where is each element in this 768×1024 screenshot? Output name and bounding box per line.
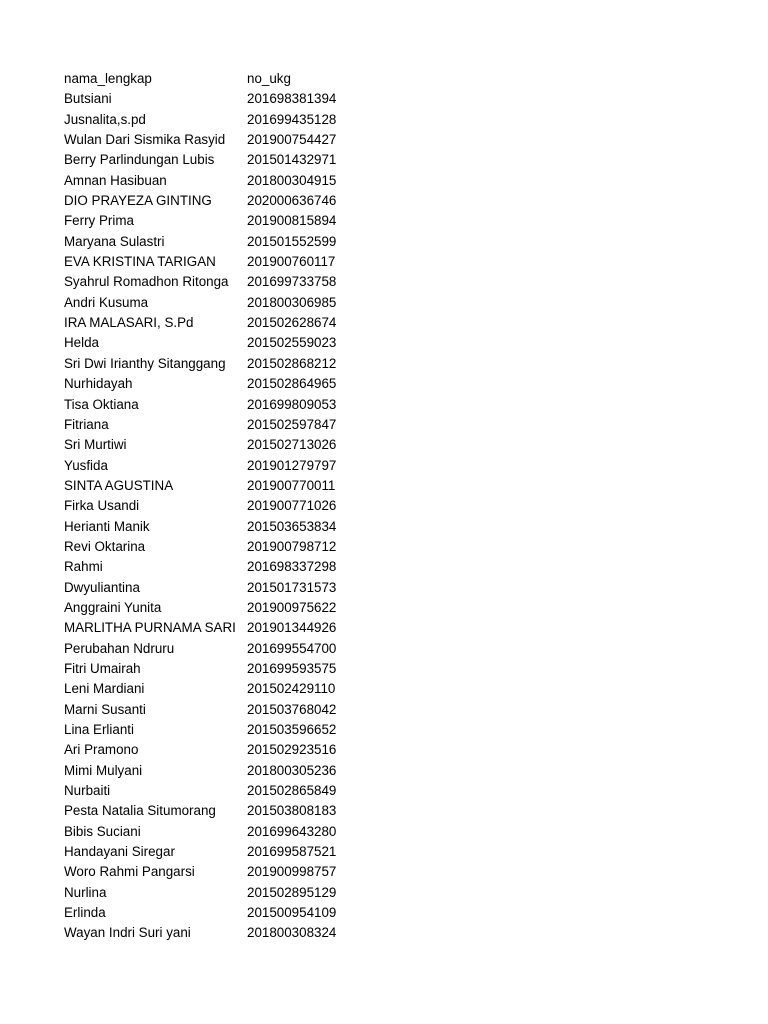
table-row [64,272,357,292]
table-row [64,89,357,109]
cell-nama-lengkap: Firka Usandi [64,498,140,514]
cell-nama-lengkap: Pesta Natalia Situmorang [64,803,216,819]
cell-nama-lengkap: Herianti Manik [64,518,150,534]
cell-nama-lengkap: Ari Pramono [64,742,139,758]
cell-no-ukg: 201698337298 [247,559,337,575]
cell-no-ukg: 201502628674 [247,315,337,331]
table-row [64,618,357,638]
cell-nama-lengkap: EVA KRISTINA TARIGAN [64,254,216,270]
table-row [64,639,357,659]
cell-nama-lengkap: Mimi Mulyani [64,762,143,778]
cell-nama-lengkap: Andri Kusuma [64,294,149,310]
cell-nama-lengkap: Sri Murtiwi [64,437,127,453]
table-row [64,740,357,760]
cell-no-ukg: 201699733758 [247,274,337,290]
cell-no-ukg: 201502895129 [247,884,337,900]
cell-no-ukg: 201501432971 [247,152,337,168]
table-row [64,191,357,211]
table-row [64,293,357,313]
cell-nama-lengkap: Jusnalita,s.pd [64,111,146,127]
table-row [64,720,357,740]
cell-no-ukg: 201698381394 [247,91,337,107]
cell-no-ukg: 201502868212 [247,355,337,371]
cell-nama-lengkap: Amnan Hasibuan [64,172,167,188]
cell-no-ukg: 201699435128 [247,111,337,127]
table-row [64,232,357,252]
table-row [64,496,357,516]
table-row [64,578,357,598]
cell-no-ukg: 201503596652 [247,722,337,737]
table-row [64,211,357,231]
cell-nama-lengkap: Sri Dwi Irianthy Sitanggang [64,355,226,371]
table-row [64,679,357,699]
cell-no-ukg: 201502923516 [247,742,337,758]
cell-nama-lengkap: Erlinda [64,905,106,921]
cell-nama-lengkap: MARLITHA PURNAMA SARI [64,620,236,636]
cell-no-ukg: 201900975622 [247,599,337,615]
cell-nama-lengkap: Revi Oktarina [64,538,146,554]
table-row [64,822,357,842]
table-row [64,374,357,394]
cell-nama-lengkap: Lina Erlianti [64,722,134,737]
cell-nama-lengkap: Marni Susanti [64,701,146,717]
table-row [64,110,357,130]
table-row [64,903,357,923]
cell-nama-lengkap: Maryana Sulastri [64,233,165,249]
table-row [64,659,357,679]
table-row [64,842,357,862]
cell-no-ukg: 201503808183 [247,803,337,819]
cell-no-ukg: 201699809053 [247,396,337,412]
cell-no-ukg: 201900771026 [247,498,337,514]
cell-nama-lengkap: Fitriana [64,416,109,432]
cell-no-ukg: 201699643280 [247,823,337,839]
table-body [64,89,357,943]
cell-nama-lengkap: Perubahan Ndruru [64,640,175,656]
table-row [64,395,357,415]
cell-no-ukg: 201502865849 [247,783,337,799]
table-row [64,456,357,476]
cell-no-ukg: 201502864965 [247,376,337,392]
cell-no-ukg: 201502713026 [247,437,337,453]
cell-no-ukg: 201800308324 [247,925,337,941]
cell-nama-lengkap: Wulan Dari Sismika Rasyid [64,132,226,148]
cell-no-ukg: 201502559023 [247,335,337,351]
header-nama-lengkap: nama_lengkap [64,71,152,86]
cell-no-ukg: 201901279797 [247,457,337,473]
cell-nama-lengkap: Butsiani [64,91,112,107]
table-row [64,476,357,496]
table-row [64,517,357,537]
cell-no-ukg: 201800306985 [247,294,337,310]
cell-no-ukg: 201900815894 [247,213,337,229]
cell-no-ukg: 201501552599 [247,233,337,249]
cell-no-ukg: 201500954109 [247,905,337,921]
cell-no-ukg: 201800305236 [247,762,337,778]
table-row [64,883,357,903]
table-row [64,354,357,374]
table-row [64,252,357,272]
cell-no-ukg: 201699593575 [247,660,337,676]
table-row [64,700,357,720]
cell-nama-lengkap: Yusfida [64,457,108,473]
table-row [64,150,357,170]
cell-no-ukg: 201502429110 [247,681,336,697]
cell-nama-lengkap: Ferry Prima [64,213,134,229]
cell-nama-lengkap: Wayan Indri Suri yani [64,925,191,941]
cell-nama-lengkap: Anggraini Yunita [64,599,162,615]
cell-no-ukg: 201900798712 [247,538,337,554]
cell-no-ukg: 201503653834 [247,518,337,534]
header-no-ukg: no_ukg [247,71,291,86]
cell-nama-lengkap: Rahmi [64,559,103,575]
cell-no-ukg: 201900770011 [247,477,336,493]
cell-no-ukg: 201503768042 [247,701,337,717]
cell-no-ukg: 201900760117 [247,254,336,270]
cell-no-ukg: 201900754427 [247,132,337,148]
data-table [64,69,357,944]
cell-nama-lengkap: Nurlina [64,884,107,900]
cell-nama-lengkap: Nurhidayah [64,376,133,392]
cell-nama-lengkap: SINTA AGUSTINA [64,477,174,493]
table-row [64,557,357,577]
cell-no-ukg: 201901344926 [247,620,337,636]
cell-nama-lengkap: Handayani Siregar [64,844,175,860]
cell-no-ukg: 201900998757 [247,864,337,880]
cell-nama-lengkap: Tisa Oktiana [64,396,139,412]
cell-nama-lengkap: Fitri Umairah [64,660,141,676]
table-row [64,333,357,353]
cell-nama-lengkap: IRA MALASARI, S.Pd [64,315,194,331]
cell-nama-lengkap: Nurbaiti [64,783,111,799]
cell-nama-lengkap: Syahrul Romadhon Ritonga [64,274,229,290]
table-row [64,781,357,801]
cell-nama-lengkap: Woro Rahmi Pangarsi [64,864,195,880]
table-row [64,923,357,943]
cell-no-ukg: 201800304915 [247,172,337,188]
cell-nama-lengkap: Bibis Suciani [64,823,141,839]
table-row [64,171,357,191]
cell-nama-lengkap: Berry Parlindungan Lubis [64,152,215,168]
cell-no-ukg: 201502597847 [247,416,337,432]
table-row [64,537,357,557]
cell-nama-lengkap: Helda [64,335,99,351]
table-row [64,415,357,435]
cell-no-ukg: 201501731573 [247,579,337,595]
table-row [64,598,357,618]
table-row [64,435,357,455]
table-row [64,313,357,333]
cell-nama-lengkap: DIO PRAYEZA GINTING [64,193,212,209]
cell-no-ukg: 201699587521 [247,844,337,860]
table-row [64,801,357,821]
table-row [64,862,357,882]
cell-no-ukg: 201699554700 [247,640,337,656]
cell-no-ukg: 202000636746 [247,193,337,209]
table-row [64,761,357,781]
cell-nama-lengkap: Leni Mardiani [64,681,145,697]
cell-nama-lengkap: Dwyuliantina [64,579,140,595]
table-row [64,130,357,150]
table-header-row [64,69,357,89]
